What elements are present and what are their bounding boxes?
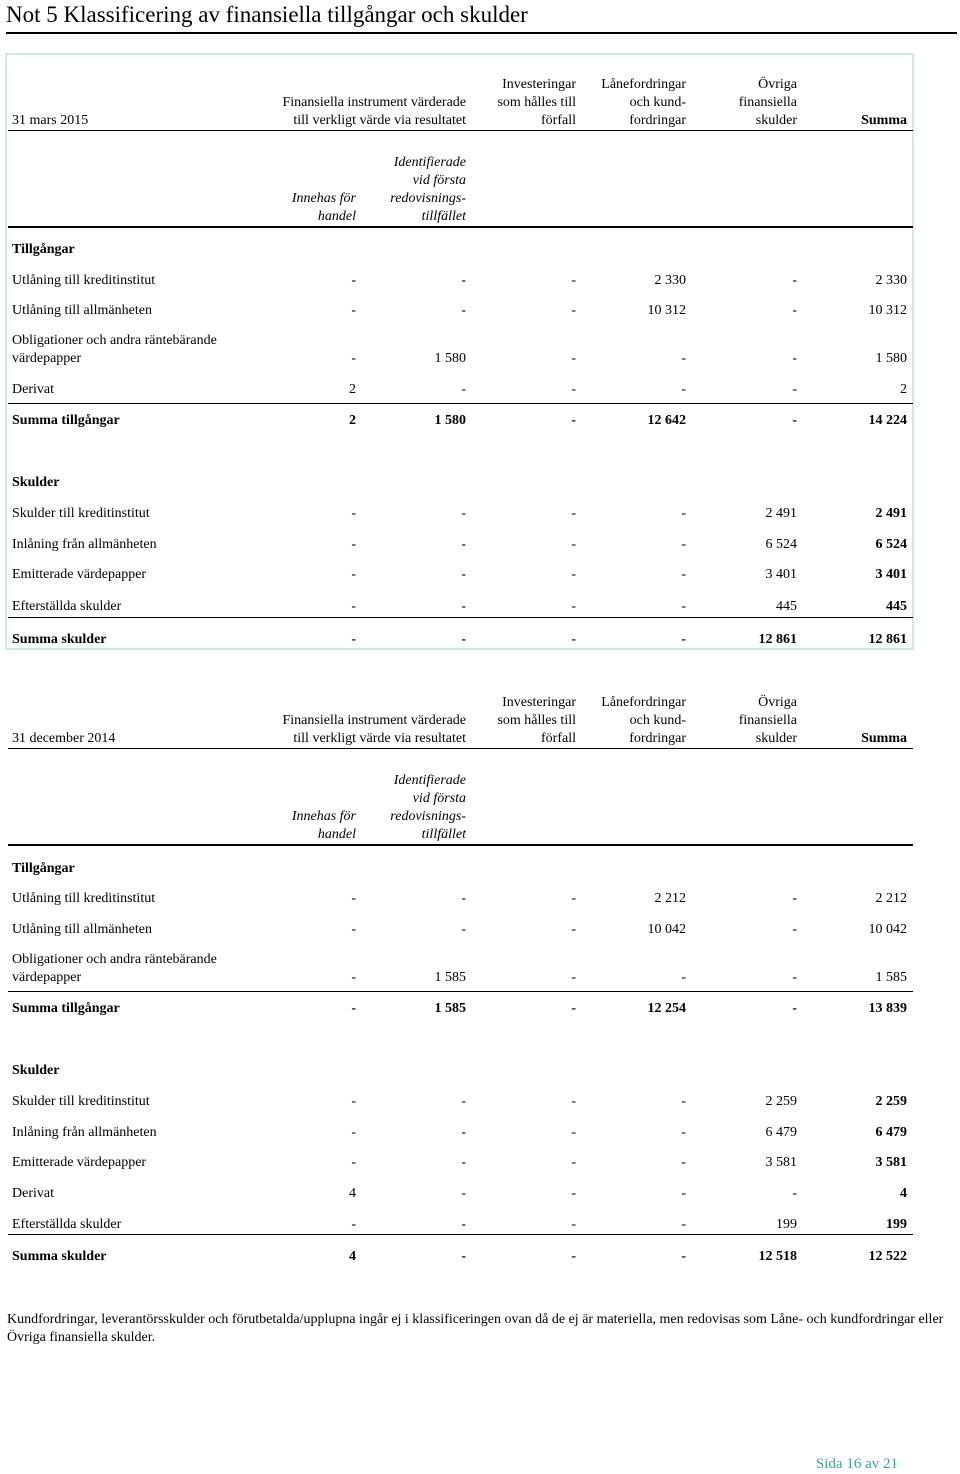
cell-value: - [461, 632, 466, 647]
cell-value: - [351, 303, 356, 318]
cell-value: - [351, 1125, 356, 1140]
designated-header: Identifierade [393, 155, 466, 170]
row-label: Inlåning från allmänheten [12, 537, 157, 552]
cell-value: - [571, 382, 576, 397]
fair-value-header: Finansiella instrument värderade [282, 95, 466, 110]
cell-value: - [571, 413, 576, 428]
row-label: Utlåning till allmänheten [12, 303, 152, 318]
loans-receivables-header: och kund- [629, 713, 686, 728]
cell-value: - [461, 1249, 466, 1264]
cell-value: - [461, 382, 466, 397]
row-label: Emitterade värdepapper [12, 1155, 147, 1170]
loans-receivables-header: fordringar [629, 731, 686, 746]
subheader-rule [8, 226, 913, 228]
cell-value: - [461, 1186, 466, 1201]
cell-value: - [571, 599, 576, 614]
cell-value: 12 522 [868, 1249, 907, 1264]
cell-value: 1 585 [434, 970, 466, 985]
liabilities-total-label: Summa skulder [12, 632, 107, 647]
cell-value: - [351, 1217, 356, 1232]
row-label: Skulder till kreditinstitut [12, 506, 150, 521]
subheader-rule [8, 844, 913, 846]
cell-value: - [681, 1155, 686, 1170]
cell-value: 12 861 [758, 632, 797, 647]
cell-value: - [461, 891, 466, 906]
cell-value: 12 642 [647, 413, 686, 428]
cell-value: - [351, 1001, 356, 1016]
cell-value: - [571, 632, 576, 647]
cell-value: - [461, 506, 466, 521]
assets-total-rule [8, 991, 913, 992]
cell-value: 4 [349, 1249, 356, 1264]
cell-value: 2 259 [875, 1094, 907, 1109]
cell-value: 13 839 [868, 1001, 907, 1016]
cell-value: - [571, 1125, 576, 1140]
designated-header: redovisnings- [390, 191, 466, 206]
cell-value: - [792, 382, 797, 397]
assets-heading: Tillgångar [12, 861, 75, 876]
cell-value: - [351, 891, 356, 906]
cell-value: 2 212 [654, 891, 686, 906]
cell-value: - [461, 273, 466, 288]
cell-value: - [461, 1217, 466, 1232]
cell-value: 2 [349, 382, 356, 397]
loans-receivables-header: Lånefordringar [601, 695, 686, 710]
held-to-maturity-header: Investeringar [502, 77, 576, 92]
cell-value: - [792, 1186, 797, 1201]
held-for-trading-header: handel [317, 209, 356, 224]
cell-value: - [571, 303, 576, 318]
sum-header: Summa [861, 113, 907, 128]
assets-heading: Tillgångar [12, 242, 75, 257]
row-label: värdepapper [12, 970, 82, 985]
cell-value: - [681, 632, 686, 647]
cell-value: - [571, 1217, 576, 1232]
cell-value: - [681, 1249, 686, 1264]
held-to-maturity-header: Investeringar [502, 695, 576, 710]
loans-receivables-header: fordringar [629, 113, 686, 128]
cell-value: - [681, 382, 686, 397]
cell-value: - [461, 303, 466, 318]
held-to-maturity-header: förfall [541, 113, 576, 128]
cell-value: - [681, 537, 686, 552]
cell-value: - [351, 1155, 356, 1170]
cell-value: - [681, 506, 686, 521]
designated-header: vid första [412, 791, 466, 806]
row-label: Obligationer och andra räntebärande [12, 333, 217, 348]
cell-value: 14 224 [868, 413, 907, 428]
cell-value: - [681, 970, 686, 985]
cell-value: 3 581 [875, 1155, 907, 1170]
cell-value: 1 580 [875, 351, 907, 366]
cell-value: 2 [900, 382, 907, 397]
cell-value: - [792, 1001, 797, 1016]
cell-value: 199 [776, 1217, 797, 1232]
liabilities-total-rule [8, 1234, 913, 1235]
cell-value: - [681, 567, 686, 582]
cell-value: - [351, 922, 356, 937]
cell-value: 2 491 [875, 506, 907, 521]
cell-value: - [792, 351, 797, 366]
cell-value: - [351, 632, 356, 647]
cell-value: - [571, 1155, 576, 1170]
cell-value: - [461, 1125, 466, 1140]
row-label: Utlåning till allmänheten [12, 922, 152, 937]
cell-value: - [792, 413, 797, 428]
row-label: Utlåning till kreditinstitut [12, 891, 156, 906]
held-for-trading-header: Innehas för [291, 809, 356, 824]
cell-value: - [792, 891, 797, 906]
cell-value: - [681, 599, 686, 614]
cell-value: - [681, 1125, 686, 1140]
designated-header: redovisnings- [390, 809, 466, 824]
cell-value: - [571, 970, 576, 985]
cell-value: 2 330 [654, 273, 686, 288]
period-label: 31 december 2014 [12, 731, 116, 746]
liabilities-heading: Skulder [12, 475, 60, 490]
cell-value: 6 479 [765, 1125, 797, 1140]
cell-value: 6 479 [875, 1125, 907, 1140]
cell-value: 6 524 [875, 537, 907, 552]
liabilities-heading: Skulder [12, 1063, 60, 1078]
cell-value: 1 585 [875, 970, 907, 985]
page-number: Sida 16 av 21 [815, 1456, 898, 1472]
cell-value: - [461, 599, 466, 614]
cell-value: 12 254 [647, 1001, 686, 1016]
row-label: Obligationer och andra räntebärande [12, 952, 217, 967]
cell-value: 2 491 [765, 506, 797, 521]
cell-value: - [681, 351, 686, 366]
row-label: Efterställda skulder [12, 1217, 122, 1232]
period-label: 31 mars 2015 [12, 113, 89, 128]
cell-value: - [461, 922, 466, 937]
cell-value: - [571, 506, 576, 521]
cell-value: 10 042 [647, 922, 686, 937]
cell-value: - [461, 567, 466, 582]
cell-value: - [792, 273, 797, 288]
other-liabilities-header: Övriga [758, 77, 797, 92]
loans-receivables-header: och kund- [629, 95, 686, 110]
cell-value: - [571, 567, 576, 582]
cell-value: - [571, 1186, 576, 1201]
cell-value: 2 212 [875, 891, 907, 906]
fair-value-header: till verkligt värde via resultatet [293, 731, 466, 746]
cell-value: - [351, 567, 356, 582]
fair-value-header: Finansiella instrument värderade [282, 713, 466, 728]
cell-value: 1 580 [434, 351, 466, 366]
cell-value: 4 [900, 1186, 907, 1201]
cell-value: 1 580 [434, 413, 466, 428]
cell-value: 6 524 [765, 537, 797, 552]
designated-header: tillfället [421, 209, 466, 224]
assets-total-label: Summa tillgångar [12, 413, 120, 428]
cell-value: 2 330 [875, 273, 907, 288]
liabilities-total-rule [8, 617, 913, 618]
cell-value: - [351, 1094, 356, 1109]
row-label: Utlåning till kreditinstitut [12, 273, 156, 288]
other-liabilities-header: skulder [755, 113, 797, 128]
held-to-maturity-header: som hålles till [497, 713, 576, 728]
cell-value: - [792, 970, 797, 985]
row-label: Inlåning från allmänheten [12, 1125, 157, 1140]
cell-value: - [351, 273, 356, 288]
assets-total-rule [8, 403, 913, 404]
cell-value: 3 581 [765, 1155, 797, 1170]
cell-value: 3 401 [765, 567, 797, 582]
cell-value: 12 518 [758, 1249, 797, 1264]
cell-value: 10 312 [647, 303, 686, 318]
row-label: Skulder till kreditinstitut [12, 1094, 150, 1109]
cell-value: - [351, 537, 356, 552]
cell-value: 10 312 [868, 303, 907, 318]
cell-value: 199 [886, 1217, 907, 1232]
other-liabilities-header: skulder [755, 731, 797, 746]
designated-header: tillfället [421, 827, 466, 842]
cell-value: - [571, 891, 576, 906]
sum-header: Summa [861, 731, 907, 746]
cell-value: - [571, 1001, 576, 1016]
cell-value: - [461, 1155, 466, 1170]
designated-header: vid första [412, 173, 466, 188]
header-rule [8, 748, 913, 749]
cell-value: - [461, 537, 466, 552]
cell-value: - [571, 1249, 576, 1264]
cell-value: - [351, 970, 356, 985]
cell-value: 445 [886, 599, 907, 614]
cell-value: - [792, 922, 797, 937]
cell-value: - [351, 351, 356, 366]
held-for-trading-header: Innehas för [291, 191, 356, 206]
cell-value: - [792, 303, 797, 318]
designated-header: Identifierade [393, 773, 466, 788]
cell-value: - [351, 506, 356, 521]
cell-value: 3 401 [875, 567, 907, 582]
cell-value: 12 861 [868, 632, 907, 647]
cell-value: 1 585 [434, 1001, 466, 1016]
footnote: Kundfordringar, leverantörsskulder och förutbetalda/upplupna ingår ej i klassificeringen ovan då de ej är materiella, men redovisas som Låne- och kundfordringar eller Övriga finansiella skulder. [7, 1312, 944, 1345]
cell-value: - [681, 1186, 686, 1201]
held-to-maturity-header: förfall [541, 731, 576, 746]
other-liabilities-header: Övriga [758, 695, 797, 710]
loans-receivables-header: Lånefordringar [601, 77, 686, 92]
row-label: Derivat [12, 382, 54, 397]
liabilities-total-label: Summa skulder [12, 1249, 107, 1264]
fair-value-header: till verkligt värde via resultatet [293, 113, 466, 128]
cell-value: - [571, 351, 576, 366]
row-label: värdepapper [12, 351, 82, 366]
cell-value: 10 042 [868, 922, 907, 937]
cell-value: - [571, 922, 576, 937]
cell-value: - [681, 1094, 686, 1109]
title-rule [6, 32, 957, 34]
cell-value: 4 [349, 1186, 356, 1201]
row-label: Derivat [12, 1186, 54, 1201]
row-label: Emitterade värdepapper [12, 567, 147, 582]
row-label: Efterställda skulder [12, 599, 122, 614]
cell-value: 2 259 [765, 1094, 797, 1109]
page-title: Not 5 Klassificering av finansiella tillgångar och skulder [6, 2, 528, 27]
cell-value: - [571, 537, 576, 552]
held-to-maturity-header: som hålles till [497, 95, 576, 110]
cell-value: - [461, 1094, 466, 1109]
cell-value: 2 [349, 413, 356, 428]
assets-total-label: Summa tillgångar [12, 1001, 120, 1016]
held-for-trading-header: handel [317, 827, 356, 842]
cell-value: 445 [776, 599, 797, 614]
other-liabilities-header: finansiella [738, 713, 797, 728]
header-rule [8, 130, 913, 131]
cell-value: - [351, 599, 356, 614]
cell-value: - [571, 273, 576, 288]
cell-value: - [681, 1217, 686, 1232]
cell-value: - [571, 1094, 576, 1109]
other-liabilities-header: finansiella [738, 95, 797, 110]
